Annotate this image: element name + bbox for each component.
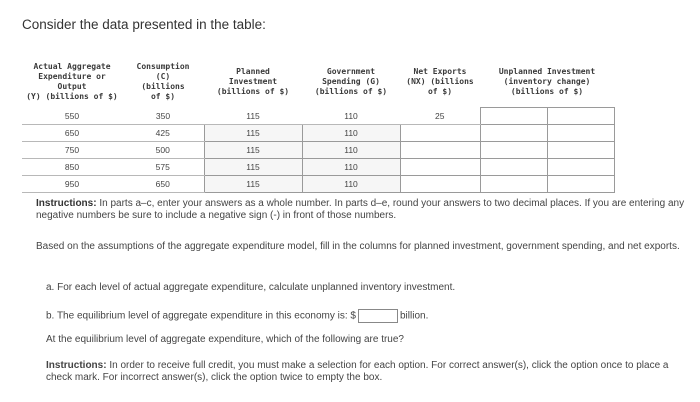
consumption-cell: 425 [122,125,204,142]
unplanned-investment-input[interactable] [480,176,614,193]
part-a-text: a. For each level of actual aggregate expenditure, calculate unplanned inventory investment. [46,282,456,293]
header-net-exports: Net Exports (NX) (billions of $) [406,66,474,96]
net-exports-input[interactable] [400,159,480,176]
consumption-cell: 500 [122,142,204,159]
government-spending-cell[interactable]: 110 [302,125,400,142]
unplanned-investment-input[interactable] [480,125,614,142]
net-exports-input[interactable] [400,176,480,193]
planned-investment-cell[interactable]: 115 [204,142,302,159]
assumption-text: Based on the assumptions of the aggregate expenditure model, fill in the columns for planned investment, government spending, and net exports. [36,241,680,252]
planned-investment-cell[interactable]: 115 [204,159,302,176]
instructions-2 [46,360,696,384]
part-b-suffix: billion. [400,310,429,322]
part-b-prefix: b. The equilibrium level of aggregate expenditure in this economy is: $ [46,310,356,322]
output-cell: 650 [22,125,122,142]
part-b [46,309,700,323]
output-cell: 950 [22,176,122,193]
unplanned-investment-input[interactable] [480,108,614,125]
instructions-2-label: Instructions: [46,360,107,371]
header-planned-investment: Planned Investment (billions of $) [216,66,290,96]
header-consumption: Consumption (C) (billions of $) [136,61,190,101]
planned-investment-cell[interactable]: 115 [204,125,302,142]
output-cell: 850 [22,159,122,176]
net-exports-input[interactable] [400,125,480,142]
output-cell: 750 [22,142,122,159]
consumption-cell: 575 [122,159,204,176]
planned-investment-cell: 115 [204,108,302,125]
question-prompt: Consider the data presented in the table: [22,17,266,32]
consumption-cell: 650 [122,176,204,193]
header-unplanned-investment: Unplanned Investment (inventory change) (billions of $) [498,66,596,96]
header-government-spending: Government Spending (G) (billions of $) [314,66,388,96]
question-text: At the equilibrium level of aggregate expenditure, which of the following are true? [46,334,404,345]
consumption-cell: 350 [122,108,204,125]
unplanned-investment-input[interactable] [480,159,614,176]
table-row [22,142,614,159]
table-row [22,176,614,193]
table-row [22,125,614,142]
table-row [22,108,614,125]
table-row [22,159,614,176]
net-exports-input[interactable] [400,142,480,159]
government-spending-cell[interactable]: 110 [302,176,400,193]
government-spending-cell[interactable]: 110 [302,159,400,176]
header-output: Actual Aggregate Expenditure or Output (Y) (billions of $) [26,61,118,101]
government-spending-cell[interactable]: 110 [302,142,400,159]
instructions [36,198,700,222]
instructions-2-text: In order to receive full credit, you must make a selection for each option. For correct answer(s), click the option once to place a check mark. For incorrect answer(s), click the option twice to empty the box. [46,360,669,383]
output-cell: 550 [22,108,122,125]
government-spending-cell: 110 [302,108,400,125]
data-table [22,56,615,193]
planned-investment-cell[interactable]: 115 [204,176,302,193]
net-exports-cell: 25 [400,108,480,125]
instructions-label: Instructions: [36,198,97,209]
unplanned-investment-input[interactable] [480,142,614,159]
instructions-text: In parts a–c, enter your answers as a whole number. In parts d–e, round your answers to two decimal places. If you are entering any negative numbers be sure to include a negative sign (-) in front of those numbers. [36,198,685,221]
equilibrium-answer-input[interactable] [358,309,398,323]
